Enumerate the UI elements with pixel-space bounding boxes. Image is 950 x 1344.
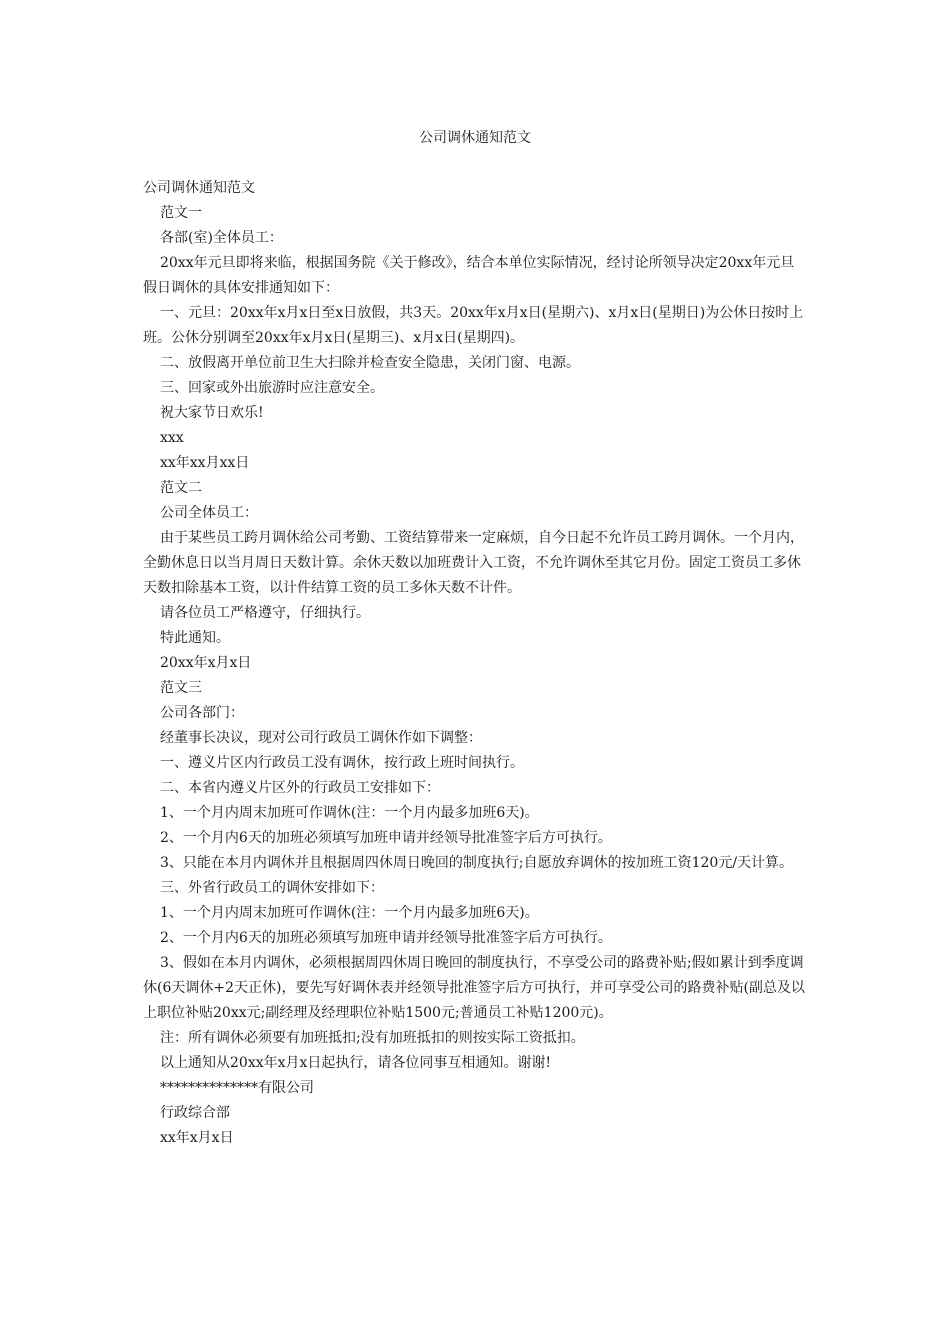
paragraph: 请各位员工严格遵守，仔细执行。: [160, 605, 370, 621]
paragraph: 3、只能在本月内调休并且根据周四休周日晚回的制度执行;自愿放弃调休的按加班工资120元/天计算。: [160, 855, 794, 871]
paragraph: 以上通知从20xx年x月x日起执行，请各位同事互相通知。谢谢!: [160, 1055, 552, 1071]
paragraph: 三、回家或外出旅游时应注意安全。: [160, 380, 384, 396]
paragraph: 三、外省行政员工的调休安排如下：: [160, 880, 384, 896]
paragraph: 2、一个月内6天的加班必须填写加班申请并经领导批准签字后方可执行。: [160, 830, 612, 846]
document-title: 公司调休通知范文: [419, 130, 531, 146]
note-line: 注：所有调休必须要有加班抵扣;没有加班抵扣的则按实际工资抵扣。: [160, 1030, 585, 1046]
paragraph: 3、假如在本月内调休，必须根据周四休周日晚回的制度执行，不享受公司的路费补贴;假如累计到季度调休(6天调休+2天正休)，要先写好调休表并经领导批准签字后方可执行，并可享受公司的路费补贴(副总及以上职位补贴20xx元;副经理及经理职位补贴1500元;普通员工补贴1200元)。: [143, 955, 805, 1021]
closing-line: 祝大家节日欢乐!: [160, 405, 264, 421]
paragraph: 二、放假离开单位前卫生大扫除并检查安全隐患，关闭门窗、电源。: [160, 355, 580, 371]
salutation: 公司全体员工：: [160, 505, 258, 521]
date-line: 20xx年x月x日: [160, 655, 252, 671]
closing-line: 特此通知。: [160, 630, 230, 646]
paragraph: 1、一个月内周末加班可作调休(注：一个月内最多加班6天)。: [160, 905, 539, 921]
section-title-sample-2: 范文二: [160, 480, 202, 496]
date-line: xx年xx月xx日: [160, 455, 250, 471]
department-signature: 行政综合部: [160, 1105, 230, 1121]
paragraph: 一、元旦：20xx年x月x日至x日放假，共3天。20xx年x月x日(星期六)、x月x日(星期日)为公休日按时上班。公休分别调至20xx年x月x日(星期三)、x月x日(星期四)。: [143, 305, 804, 346]
paragraph: 由于某些员工跨月调休给公司考勤、工资结算带来一定麻烦，自今日起不允许员工跨月调休。一个月内，全勤休息日以当月周日天数计算。余休天数以加班费计入工资，不允许调休至其它月份。固定工资员工多休天数扣除基本工资，以计件结算工资的员工多休天数不计件。: [143, 530, 804, 596]
signature: xxx: [160, 430, 184, 446]
paragraph: 经董事长决议，现对公司行政员工调休作如下调整：: [160, 730, 482, 746]
paragraph: 一、遵义片区内行政员工没有调休，按行政上班时间执行。: [160, 755, 524, 771]
paragraph: 二、本省内遵义片区外的行政员工安排如下：: [160, 780, 440, 796]
paragraph: 2、一个月内6天的加班必须填写加班申请并经领导批准签字后方可执行。: [160, 930, 612, 946]
paragraph: 1、一个月内周末加班可作调休(注：一个月内最多加班6天)。: [160, 805, 539, 821]
section-title-sample-1: 范文一: [160, 205, 202, 221]
date-line: xx年x月x日: [160, 1130, 234, 1146]
salutation: 公司各部门：: [160, 705, 244, 721]
company-signature: **************有限公司: [160, 1080, 314, 1096]
paragraph: 20xx年元旦即将来临，根据国务院《关于修改》，结合本单位实际情况，经讨论所领导决定20xx年元旦假日调休的具体安排通知如下：: [143, 255, 795, 296]
section-title-sample-3: 范文三: [160, 680, 202, 696]
salutation: 各部(室)全体员工：: [160, 230, 283, 246]
document-body: [143, 176, 805, 1151]
document-heading: 公司调休通知范文: [143, 180, 255, 196]
